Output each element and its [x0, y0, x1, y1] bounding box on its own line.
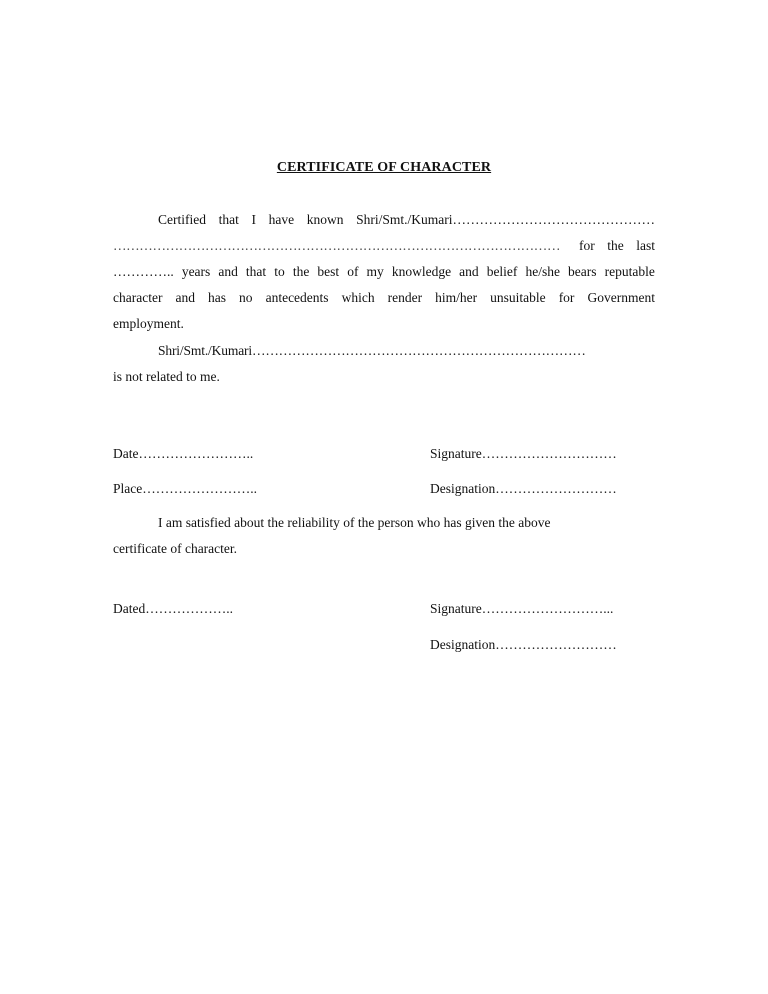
word: bears — [568, 264, 597, 279]
word: last — [636, 238, 655, 253]
word: belief — [486, 264, 518, 279]
word: and — [175, 290, 195, 305]
word: Shri/Smt./Kumari……………………………………… — [356, 212, 655, 227]
word: my — [366, 264, 384, 279]
paragraph-1-line-1 — [158, 211, 655, 229]
word: character — [113, 290, 163, 305]
word: the — [607, 238, 624, 253]
word: Government — [587, 290, 655, 305]
word: antecedents — [265, 290, 329, 305]
paragraph-1-line-3 — [113, 263, 655, 281]
word: has — [208, 290, 227, 305]
designation-field-2: Designation……………………… — [430, 637, 617, 652]
word: to — [274, 264, 285, 279]
word: years — [181, 264, 211, 279]
place-field: Place…………………….. — [113, 481, 257, 496]
designation-field: Designation……………………… — [430, 481, 617, 496]
signature-field: Signature………………………… — [430, 446, 617, 461]
word: for — [558, 290, 575, 305]
word: Certified — [158, 212, 206, 227]
paragraph-2-line-2: is not related to me. — [113, 369, 220, 384]
paragraph-1-line-4 — [113, 289, 655, 307]
word: knowledge — [391, 264, 452, 279]
word: ………….. — [113, 264, 174, 279]
paragraph-3-line-1: I am satisfied about the reliability of the person who has given the above — [158, 515, 551, 530]
word: I — [251, 212, 256, 227]
dated-field: Dated……………….. — [113, 601, 233, 616]
paragraph-3-line-2: certificate of character. — [113, 541, 238, 556]
word: reputable — [604, 264, 655, 279]
word: and — [459, 264, 479, 279]
page-title: CERTIFICATE OF CHARACTER — [276, 160, 492, 175]
date-field: Date…………………….. — [113, 446, 254, 461]
word: that — [245, 264, 267, 279]
word: that — [218, 212, 239, 227]
word: which — [341, 290, 375, 305]
word: no — [239, 290, 253, 305]
paragraph-1-line-5: employment. — [113, 316, 184, 331]
word: for — [579, 238, 595, 253]
paragraph-2-line-1: Shri/Smt./Kumari………………………………………………………………… — [158, 343, 586, 358]
word: best — [317, 264, 340, 279]
word: and — [218, 264, 238, 279]
paragraph-1-line-2 — [113, 237, 655, 255]
word: of — [347, 264, 359, 279]
word: him/her — [435, 290, 478, 305]
for-the-last — [579, 237, 655, 255]
word: have — [268, 212, 295, 227]
word: he/she — [525, 264, 560, 279]
word: render — [387, 290, 423, 305]
word: known — [306, 212, 344, 227]
word: unsuitable — [490, 290, 546, 305]
blank-dots: ………………………………………………………………………………………… — [113, 238, 561, 253]
word: the — [292, 264, 310, 279]
signature-field-2: Signature………………………... — [430, 601, 614, 616]
